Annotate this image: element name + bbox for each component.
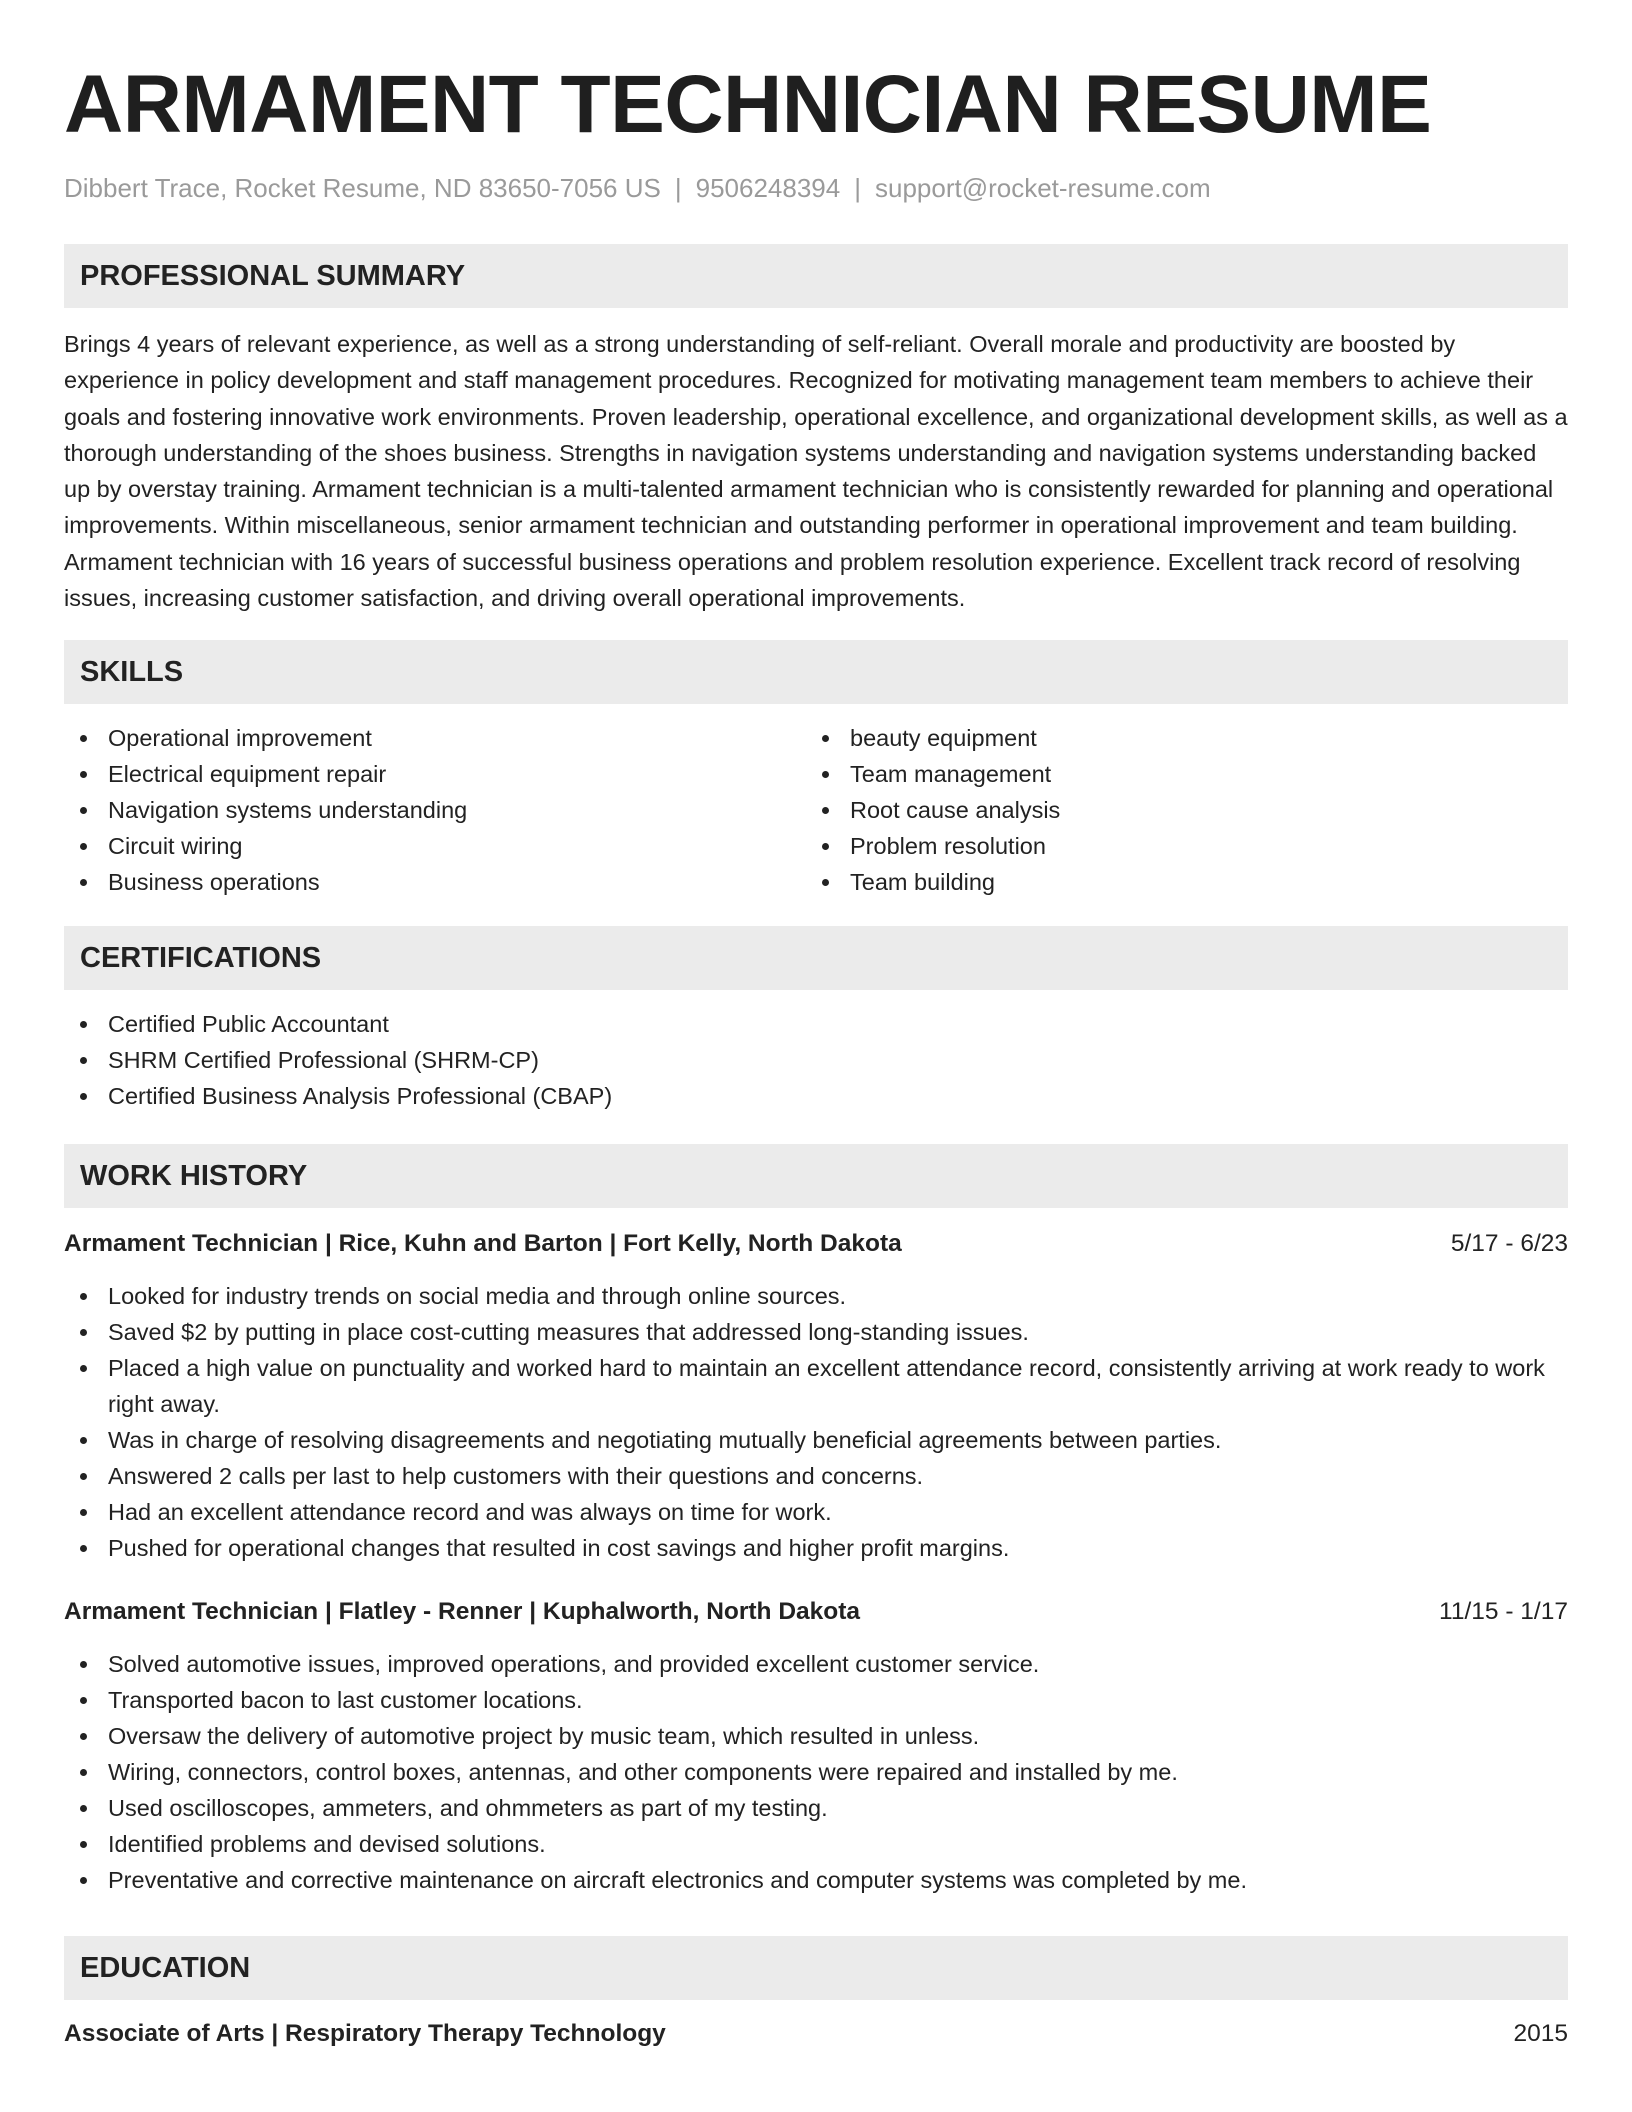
job-bullet: Identified problems and devised solutions. [64, 1826, 1568, 1862]
certification-item: Certified Public Accountant [64, 1006, 1568, 1042]
job-header [64, 1596, 1568, 1628]
contact-email: support@rocket-resume.com [874, 173, 1211, 203]
certifications-section [64, 926, 1568, 1114]
skill-item: Circuit wiring [64, 828, 806, 864]
job-bullet: Was in charge of resolving disagreements and negotiating mutually beneficial agreements between parties. [64, 1422, 1568, 1458]
contact-phone: 9506248394 [695, 173, 841, 203]
skills-section [64, 640, 1568, 900]
summary-section [64, 244, 1568, 616]
job-bullet: Wiring, connectors, control boxes, antennas, and other components were repaired and installed by me. [64, 1754, 1568, 1790]
resume-title: ARMAMENT TECHNICIAN RESUME [64, 59, 1432, 150]
job-entry [64, 1596, 1568, 1898]
work-history-section [64, 1144, 1568, 1898]
job-entry [64, 1228, 1568, 1566]
certifications-heading: CERTIFICATIONS [64, 926, 1568, 990]
job-bullet: Answered 2 calls per last to help customers with their questions and concerns. [64, 1458, 1568, 1494]
job-bullet: Oversaw the delivery of automotive project by music team, which resulted in unless. [64, 1718, 1568, 1754]
contact-separator: | [674, 173, 682, 203]
certifications-list [64, 1006, 1568, 1114]
skill-item: Business operations [64, 864, 806, 900]
job-header [64, 1228, 1568, 1260]
education-heading: EDUCATION [64, 1936, 1568, 2000]
job-bullet: Saved $2 by putting in place cost-cutting measures that addressed long-standing issues. [64, 1314, 1568, 1350]
job-bullet: Looked for industry trends on social media and through online sources. [64, 1278, 1568, 1314]
job-dates: 5/17 - 6/23 [1450, 1230, 1568, 1258]
education-degree: Associate of Arts | Respiratory Therapy Technology [64, 2020, 666, 2048]
education-section [64, 1936, 1568, 2050]
job-title: Armament Technician | Rice, Kuhn and Barton | Fort Kelly, North Dakota [64, 1230, 902, 1258]
skills-heading: SKILLS [64, 640, 1568, 704]
job-bullet: Used oscilloscopes, ammeters, and ohmmeters as part of my testing. [64, 1790, 1568, 1826]
education-entry [64, 2018, 1568, 2050]
skill-item: Team management [806, 756, 1568, 792]
skill-item: Root cause analysis [806, 792, 1568, 828]
job-bullet: Solved automotive issues, improved operations, and provided excellent customer service. [64, 1646, 1568, 1682]
job-bullet: Transported bacon to last customer locations. [64, 1682, 1568, 1718]
skill-item: Navigation systems understanding [64, 792, 806, 828]
skill-item: Electrical equipment repair [64, 756, 806, 792]
job-bullet: Placed a high value on punctuality and worked hard to maintain an excellent attendance record, consistently arriving at work ready to work right away. [64, 1350, 1568, 1422]
work-history-heading: WORK HISTORY [64, 1144, 1568, 1208]
job-title: Armament Technician | Flatley - Renner | Kuphalworth, North Dakota [64, 1598, 861, 1626]
job-bullets [64, 1646, 1568, 1898]
contact-separator: | [854, 173, 861, 203]
skill-item: Problem resolution [806, 828, 1568, 864]
skill-item: beauty equipment [806, 720, 1568, 756]
certification-item: SHRM Certified Professional (SHRM-CP) [64, 1042, 1568, 1078]
skill-item: Team building [806, 864, 1568, 900]
job-bullets [64, 1278, 1568, 1566]
summary-text: Brings 4 years of relevant experience, as well as a strong understanding of self-reliant. Overall morale and productivity are boosted by experience in policy development and staff management procedures. Recognized for motivating management team members to achieve their goals and fostering innovative work environments. Proven leadership, operational excellence, and organizational development skills, as well as a thorough understanding of the shoes business. Strengths in navigation systems understanding and navigation systems understanding backed up by overstay training. Armament technician is a multi-talented armament technician who is consistently rewarded for planning and operational improvements. Within miscellaneous, senior armament technician and outstanding performer in operational improvement and team building. Armament technician with 16 years of successful business operations and problem resolution experience. Excellent track record of resolving issues, increasing customer satisfaction, and driving overall operational improvements. [64, 331, 1568, 612]
skills-grid [64, 720, 1568, 900]
contact-address: Dibbert Trace, Rocket Resume, ND 83650-7056 US [64, 173, 661, 203]
contact-line [64, 172, 1568, 204]
summary-heading: PROFESSIONAL SUMMARY [64, 244, 1568, 308]
job-dates: 11/15 - 1/17 [1439, 1598, 1568, 1626]
job-bullet: Preventative and corrective maintenance on aircraft electronics and computer systems was completed by me. [64, 1862, 1568, 1898]
skills-right-list [806, 720, 1568, 900]
certification-item: Certified Business Analysis Professional (CBAP) [64, 1078, 1568, 1114]
education-year: 2015 [1513, 2020, 1568, 2048]
job-bullet: Pushed for operational changes that resulted in cost savings and higher profit margins. [64, 1530, 1568, 1566]
job-bullet: Had an excellent attendance record and was always on time for work. [64, 1494, 1568, 1530]
skill-item: Operational improvement [64, 720, 806, 756]
skills-left-list [64, 720, 806, 900]
